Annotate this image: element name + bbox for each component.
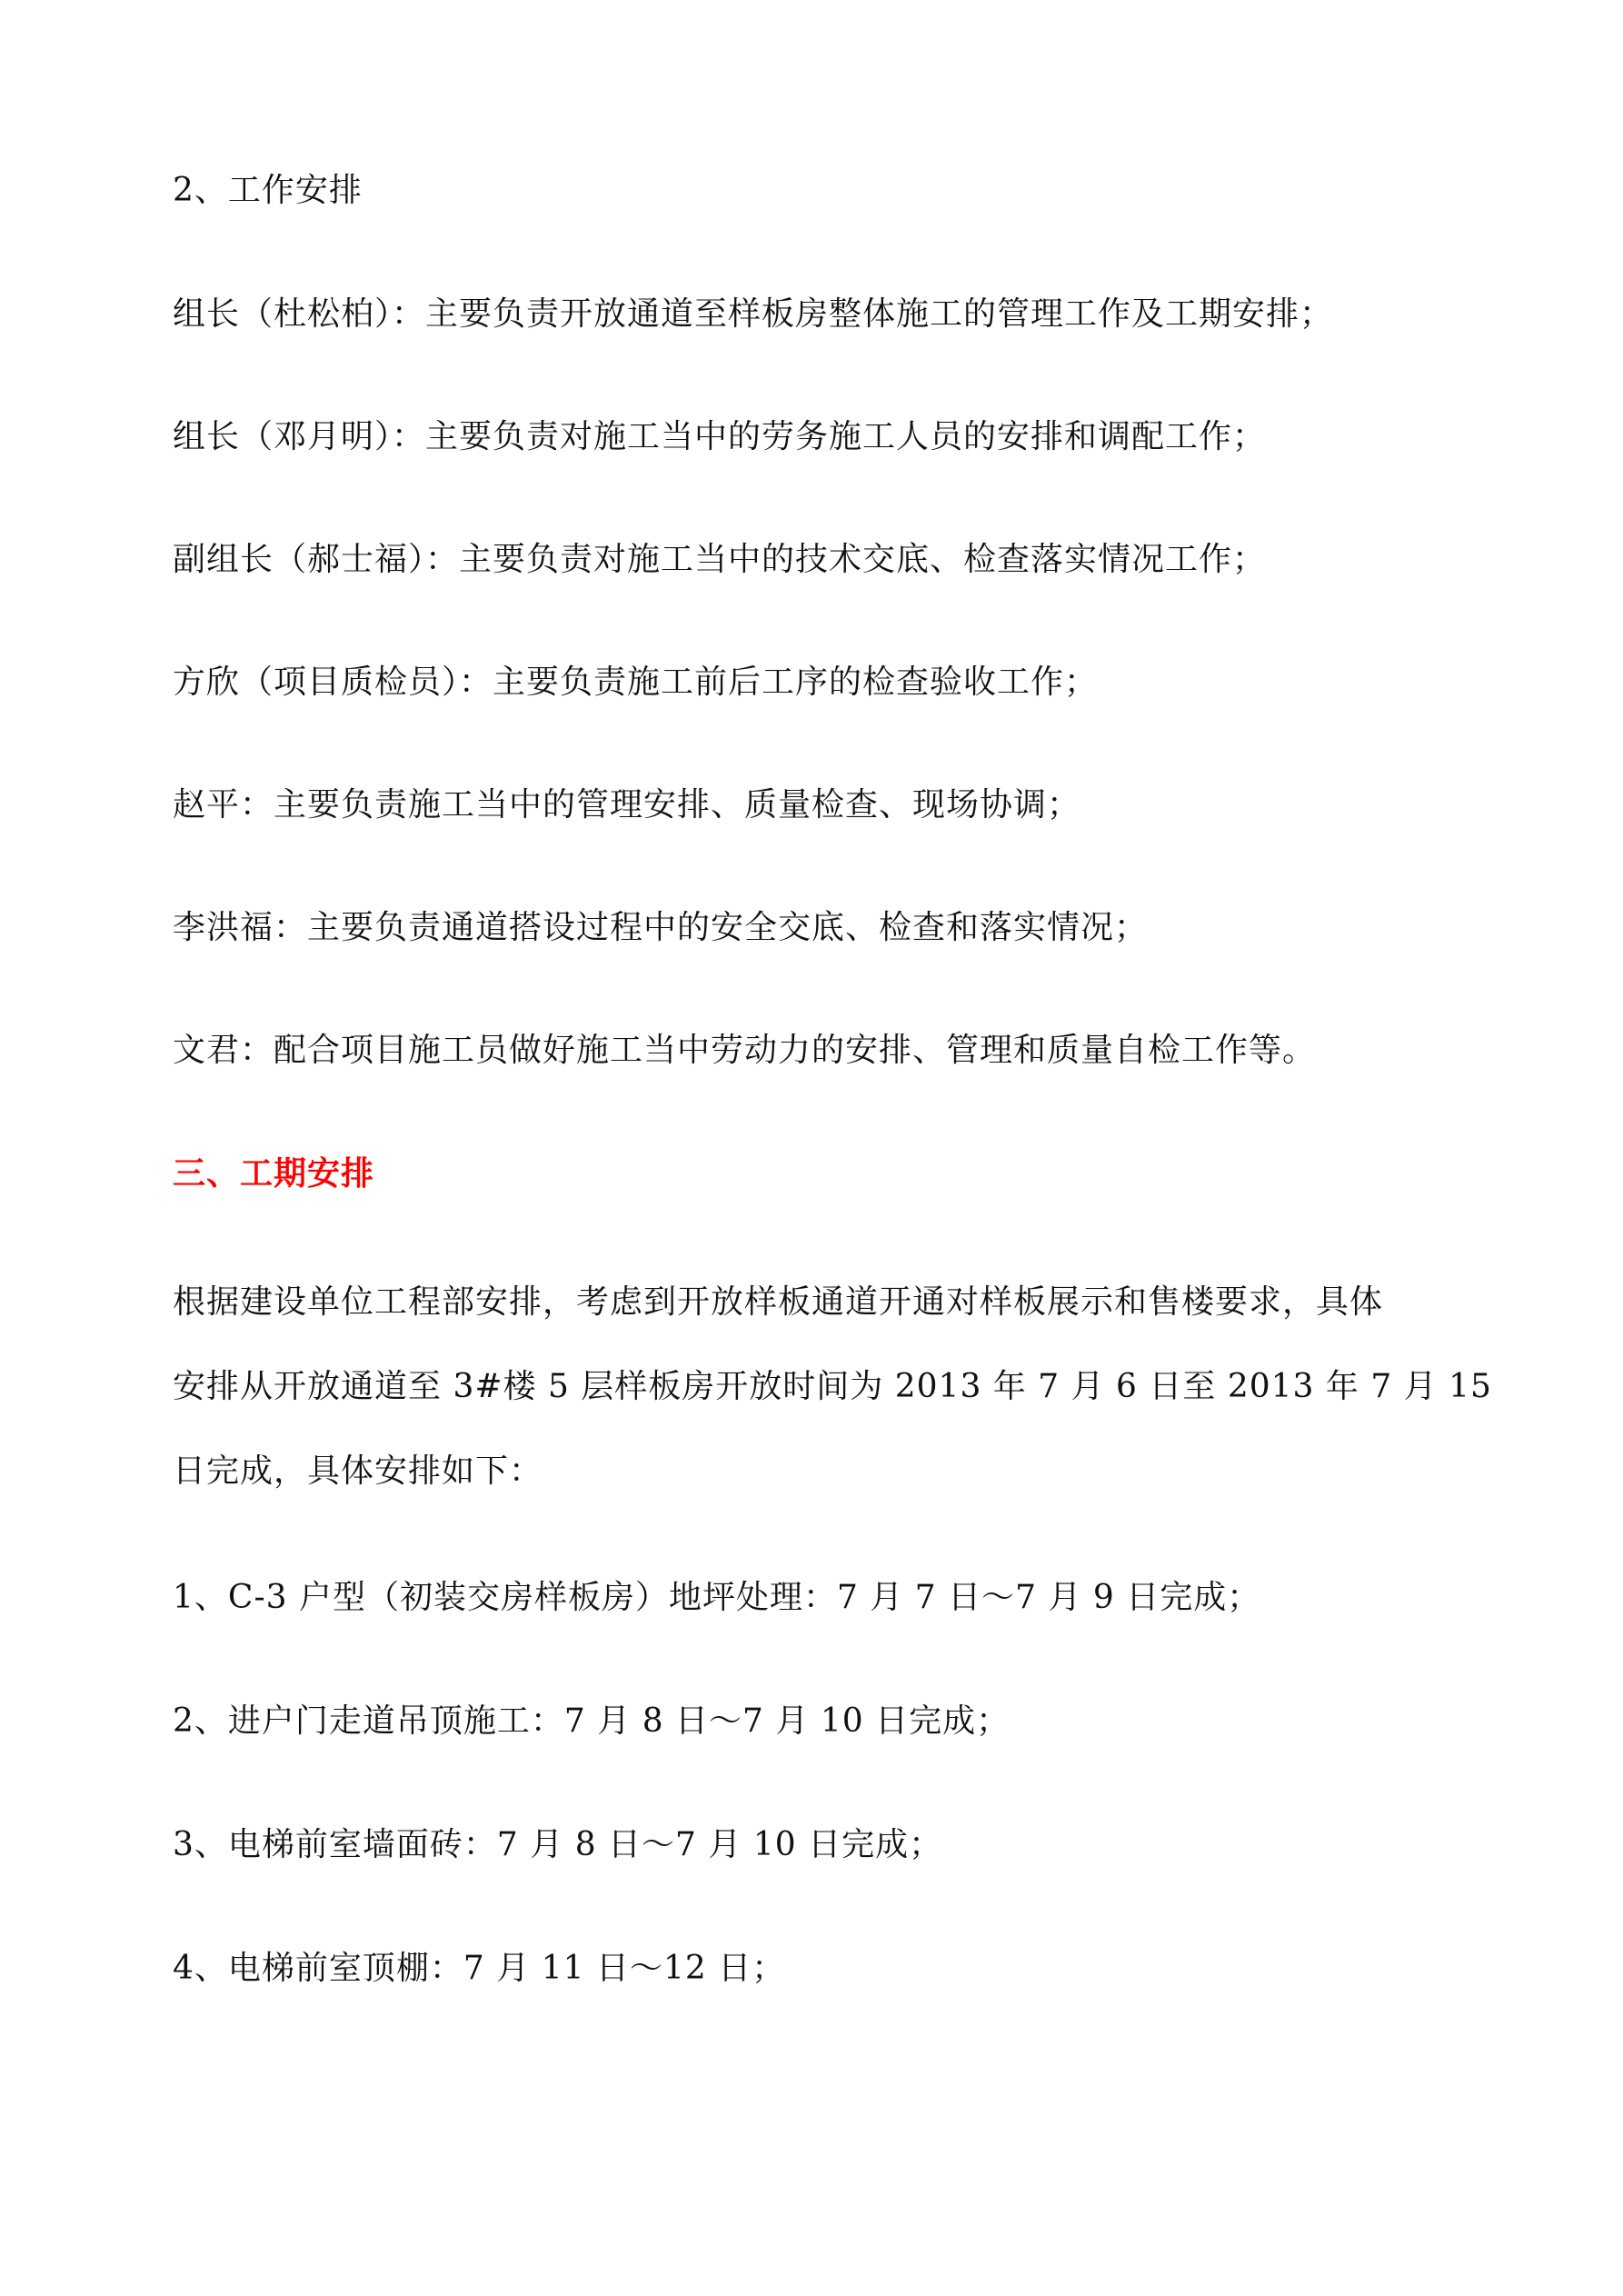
work-item-3: 副组长（郝士福）：主要负责对施工当中的技术交底、检查落实情况工作； <box>173 541 1267 578</box>
work-item-6: 李洪福：主要负责通道搭设过程中的安全交底、检查和落实情况； <box>173 909 1149 946</box>
schedule-item-3: 3、电梯前室墙面砖：7 月 8 日～7 月 10 日完成； <box>173 1826 943 1863</box>
schedule-intro-line-1: 根据建设单位工程部安排，考虑到开放样板通道开通对样板展示和售楼要求，具体 <box>173 1283 1384 1321</box>
schedule-item-1: 1、C-3 户型（初装交房样板房）地坪处理：7 月 7 日～7 月 9 日完成； <box>173 1579 1261 1616</box>
work-arrangement-heading: 2、工作安排 <box>173 172 363 209</box>
work-item-4: 方欣（项目质检员）：主要负责施工前后工序的检查验收工作； <box>173 664 1099 701</box>
work-item-2: 组长（邓月明）：主要负责对施工当中的劳务施工人员的安排和调配工作； <box>173 418 1267 455</box>
schedule-heading: 三、工期安排 <box>173 1155 375 1193</box>
schedule-item-2: 2、进户门走道吊顶施工：7 月 8 日～7 月 10 日完成； <box>173 1702 1011 1740</box>
work-item-7: 文君：配合项目施工员做好施工当中劳动力的安排、管理和质量自检工作等。 <box>173 1032 1317 1069</box>
work-item-1: 组长（杜松柏）：主要负责开放通道至样板房整体施工的管理工作及工期安排； <box>173 295 1334 333</box>
schedule-intro-line-3: 日完成，具体安排如下： <box>173 1452 543 1490</box>
work-item-5: 赵平：主要负责施工当中的管理安排、质量检查、现场协调； <box>173 786 1081 824</box>
schedule-intro-line-2: 安排从开放通道至 3#楼 5 层样板房开放时间为 2013 年 7 月 6 日至 2013 年 7 月 15 <box>173 1368 1492 1405</box>
schedule-item-4: 4、电梯前室顶棚：7 月 11 日～12 日； <box>173 1950 786 1987</box>
